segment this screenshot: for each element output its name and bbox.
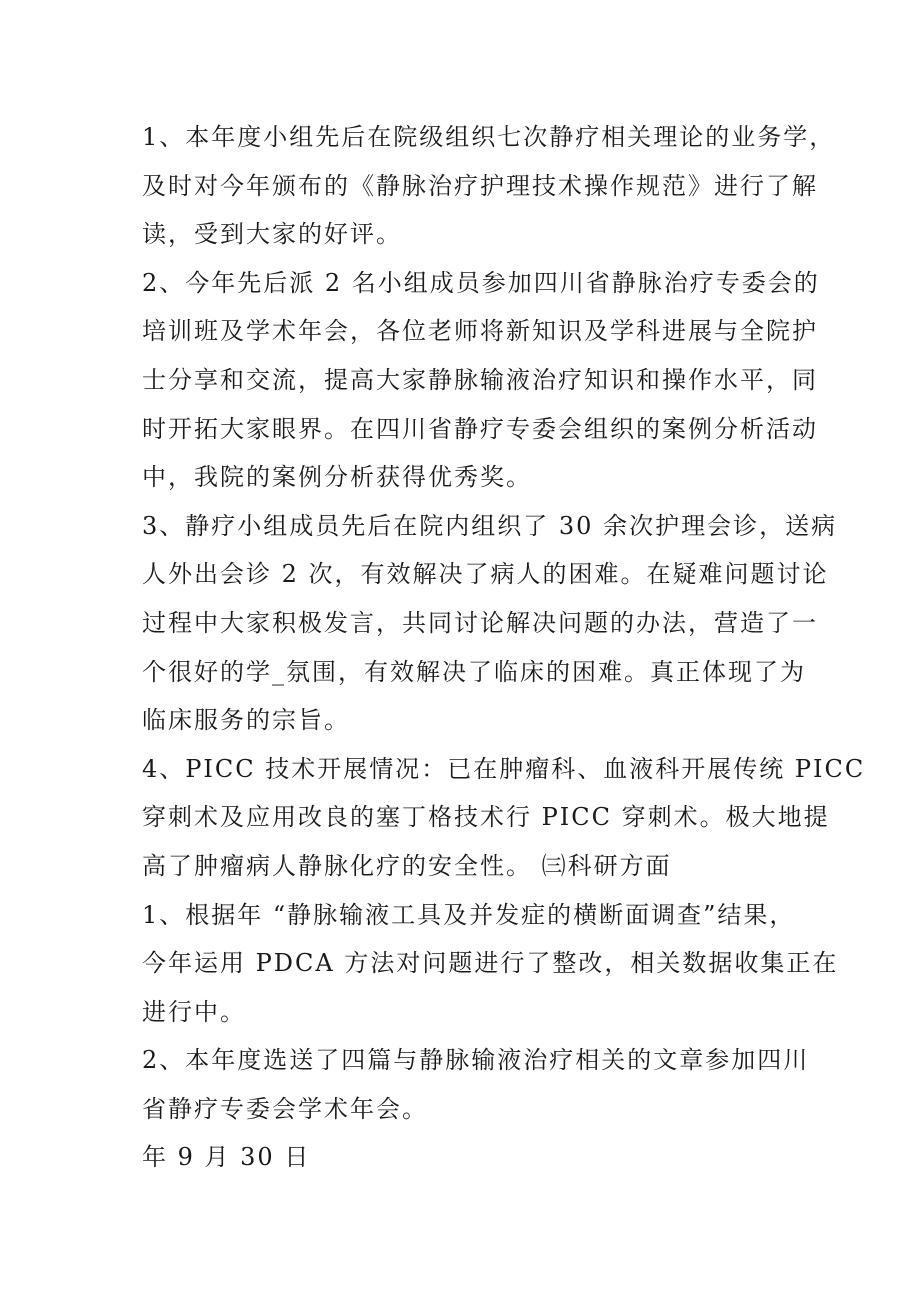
text-line: 士分享和交流，提高大家静脉输液治疗知识和操作水平，同 [142, 365, 818, 394]
text-line: 临床服务的宗旨。 [142, 706, 350, 735]
text-line: 进行中。 [142, 997, 246, 1026]
text-line: 高了肿瘤病人静脉化疗的安全性。 ㈢科研方面 [142, 851, 672, 880]
text-line: 过程中大家积极发言，共同讨论解决问题的办法，营造了一 [142, 608, 818, 637]
text-line: 及时对今年颁布的《静脉治疗护理技术操作规范》进行了解 [142, 171, 818, 200]
text-line: 2、本年度选送了四篇与静脉输液治疗相关的文章参加四川 [142, 1046, 810, 1075]
text-line: 省静疗专委会学术年会。 [142, 1094, 428, 1123]
text-line: 中，我院的案例分析获得优秀奖。 [142, 463, 532, 492]
text-line: 时开拓大家眼界。在四川省静疗专委会组织的案例分析活动 [142, 414, 818, 443]
text-line: 3、静疗小组成员先后在院内组织了 30 余次护理会诊，送病 [142, 511, 838, 540]
text-line: 今年运用 PDCA 方法对问题进行了整改，相关数据收集正在 [142, 949, 839, 978]
text-line: 个很好的学_氛围，有效解决了临床的困难。真正体现了为 [142, 657, 806, 686]
text-line: 2、今年先后派 2 名小组成员参加四川省静脉治疗专委会的 [142, 268, 820, 297]
text-line: 培训班及学术年会，各位老师将新知识及学科进展与全院护 [142, 317, 818, 346]
text-line: 1、本年度小组先后在院级组织七次静疗相关理论的业务学， [142, 123, 836, 151]
text-line: 穿刺术及应用改良的塞丁格技术行 PICC 穿刺术。极大地提 [142, 803, 830, 832]
text-line: 读，受到大家的好评。 [142, 220, 402, 249]
text-line: 4、PICC 技术开展情况：已在肿瘤科、血液科开展传统 PICC [142, 754, 866, 783]
date-line: 年 9 月 30 日 [142, 1143, 311, 1172]
document-body [142, 113, 866, 1182]
text-line: 1、根据年 “静脉输液工具及并发症的横断面调查”结果， [142, 900, 796, 929]
text-line: 人外出会诊 2 次，有效解决了病人的困难。在疑难问题讨论 [142, 560, 829, 589]
